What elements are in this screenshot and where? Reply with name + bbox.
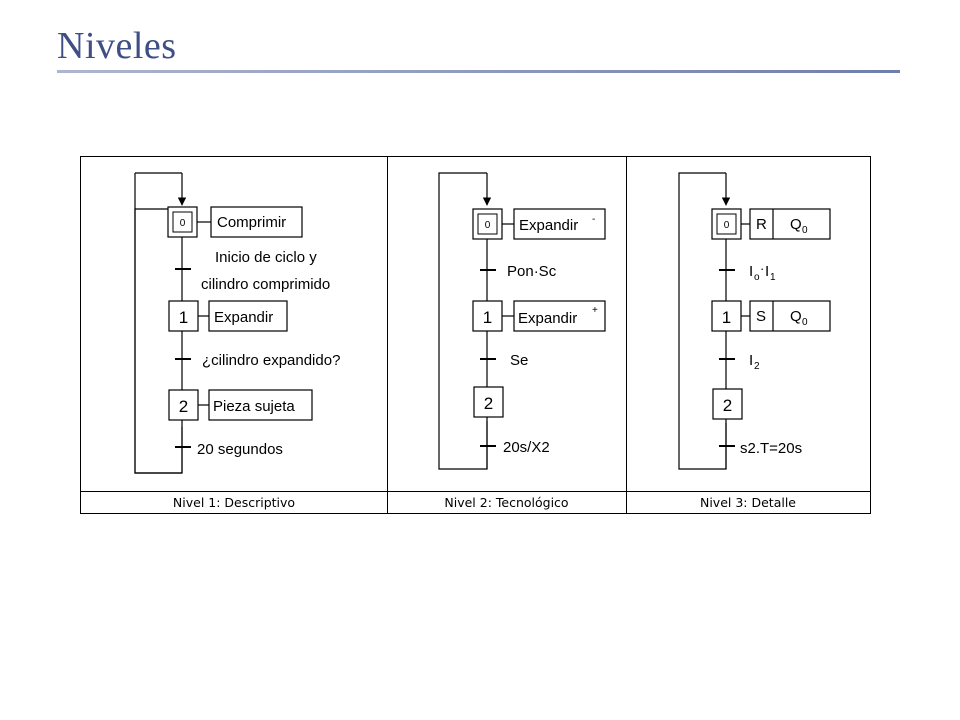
svg-text:o: o [754, 272, 760, 283]
step-number: 1 [178, 308, 189, 327]
step-number: 0 [179, 218, 186, 229]
action-label: Expandir [214, 309, 274, 326]
transition-condition: Inicio de ciclo y [215, 249, 317, 266]
svg-text:·: · [760, 261, 765, 276]
transition-condition: ¿cilindro expandido? [202, 352, 341, 369]
panel-descriptivo [135, 173, 340, 473]
step-number: 1 [721, 308, 732, 327]
initial-step-0 [473, 209, 502, 239]
action-label: Comprimir [217, 214, 287, 231]
step-number: 0 [723, 220, 730, 231]
caption-nivel-3: Nivel 3: Detalle [699, 495, 796, 510]
svg-text:2: 2 [754, 361, 760, 372]
action-variable-index: 0 [802, 225, 808, 236]
action-label: Pieza sujeta [213, 398, 295, 415]
action-sign: + [592, 305, 598, 316]
step-number: 1 [482, 308, 493, 327]
transition-condition: s2.T=20s [740, 440, 803, 457]
slide-title: Niveles [57, 25, 177, 67]
action-variable: Q [790, 308, 802, 325]
transition-condition: Se [510, 352, 529, 369]
svg-text:1: 1 [770, 272, 776, 283]
caption-nivel-2: Nivel 2: Tecnológico [444, 495, 569, 510]
caption-row [81, 491, 870, 514]
grafcet-diagrams [81, 157, 870, 491]
svg-text:I: I [749, 263, 754, 280]
transition-condition: 20 segundos [197, 441, 283, 458]
svg-text:I: I [749, 352, 754, 369]
action-label: Expandir [518, 310, 578, 327]
caption-nivel-1: Nivel 1: Descriptivo [172, 495, 296, 510]
loop-return-line [135, 209, 182, 473]
action-variable-index: 0 [802, 317, 808, 328]
action-sign: - [592, 214, 596, 225]
title-underline [57, 70, 900, 73]
action-variable: Q [790, 216, 802, 233]
transition-condition [749, 352, 760, 372]
initial-step-0 [712, 209, 741, 239]
panel-detalle [679, 173, 830, 469]
transition-condition [749, 261, 776, 283]
initial-step-0 [168, 207, 197, 237]
action-qualifier: R [756, 216, 767, 233]
transition-condition: Pon·Sc [507, 263, 557, 280]
action-qualifier: S [756, 308, 767, 325]
svg-text:I: I [765, 263, 770, 280]
action-label: Expandir [519, 217, 579, 234]
step-number: 2 [722, 396, 733, 415]
transition-condition: cilindro comprimido [201, 276, 331, 293]
step-number: 0 [484, 220, 491, 231]
panel-tecnologico [439, 173, 605, 469]
transition-condition: 20s/X2 [503, 439, 550, 456]
step-number: 2 [178, 397, 189, 416]
step-number: 2 [483, 394, 494, 413]
grafcet-levels-figure [80, 156, 871, 514]
